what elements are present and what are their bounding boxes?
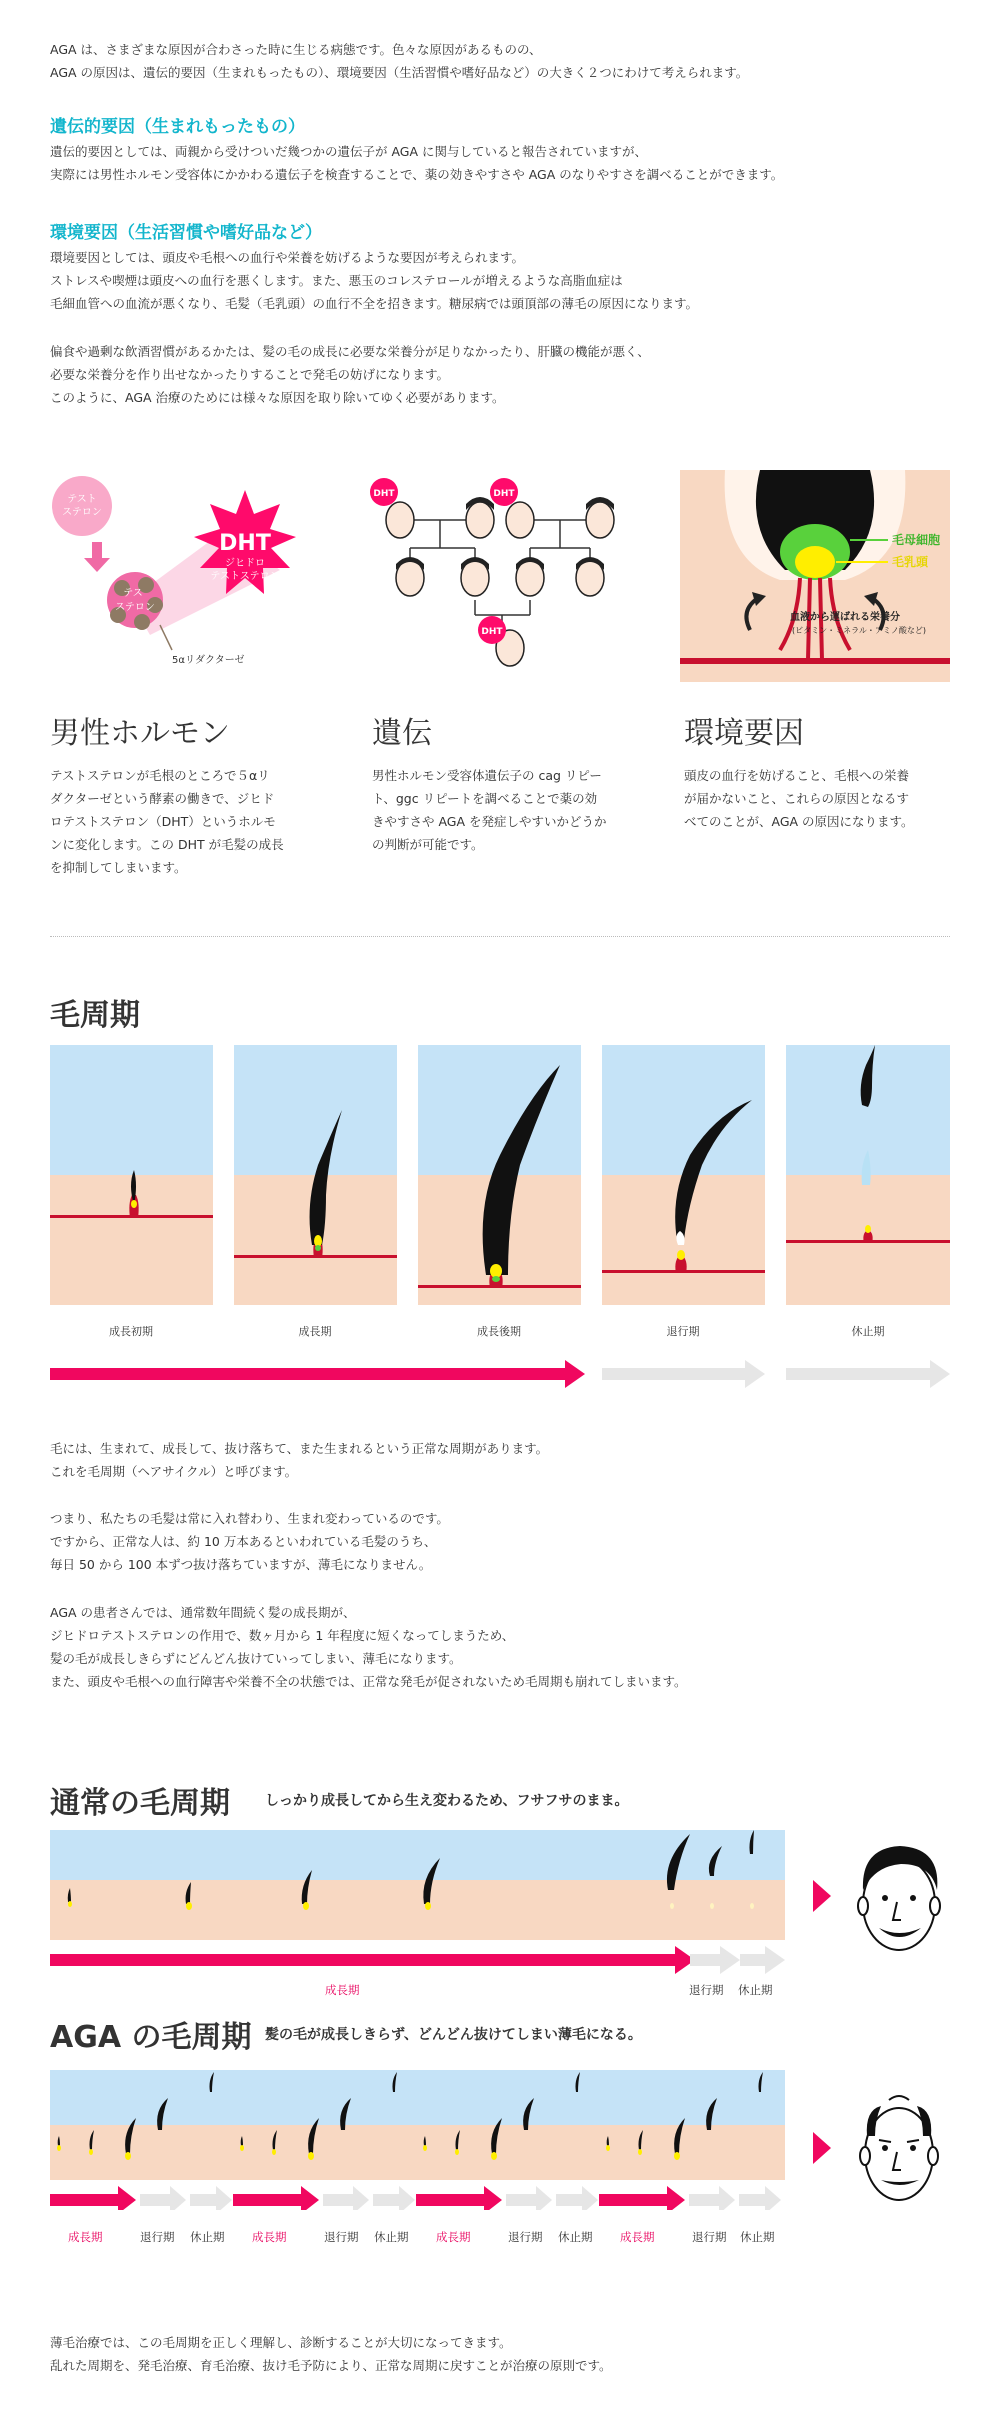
aga-label-regression-1: 退行期 [140, 2230, 175, 2244]
cycle-title: 毛周期 [50, 998, 140, 1033]
normal-label-growth: 成長期 [325, 1983, 360, 1997]
intro-paragraph: AGA は、さまざまな原因が合わさった時に生じる病態です。色々な原因があるものの、 AGA の原因は、遺伝的要因（生まれもったもの）、環境要因（生活習慣や嗜好品など）の大きく２つにわけて考えられます。 [50, 42, 749, 80]
stage-label-4: 退行期 [666, 1325, 700, 1338]
stage-label-2: 成長期 [298, 1325, 332, 1338]
nutrient-sub-label: (ビタミン・ミネラル・アミノ酸など) [792, 626, 927, 635]
cause-text-environment: 頭皮の血行を妨げること、毛根への栄養 が届かないこと、これらの原因となるす べてのことが、AGA の原因になります。 [684, 768, 914, 829]
normal-label-rest: 休止期 [738, 1983, 773, 1997]
dht-label: DHT [219, 531, 271, 556]
testosterone-label-2: ステロン [62, 507, 102, 518]
dht-sub-1: ジヒドロ [225, 558, 265, 569]
aga-label-regression-4: 退行期 [692, 2230, 727, 2244]
cause-title-hormone: 男性ホルモン [50, 716, 230, 751]
aga-label-rest-4: 休止期 [740, 2230, 775, 2244]
cycle-paragraph-3: AGA の患者さんでは、通常数年間続く髪の成長期が、 ジヒドロテストステロンの作用で、数ヶ月から 1 年程度に短くなってしまうため、 髪の毛が成長しきらずにどんどん抜けていってしまい、薄毛になります。 また、頭皮や毛根への血行障害や栄養不全の状態では、正常な発毛が促されないため毛周期も崩れてしまいます。 [50, 1605, 687, 1689]
stage-panel-5 [786, 1045, 950, 1305]
cause-text-hormone: テストステロンが毛根のところで５αリ ダクターゼという酵素の働きで、ジヒド ロテストステロン（DHT）というホルモ ンに変化します。この DHT が毛髪の成長 を抑制してしまいます。 [50, 768, 284, 875]
cycle-stages-figure [50, 1045, 950, 1395]
aga-label-growth-2: 成長期 [252, 2230, 287, 2244]
normal-face-figure [805, 1830, 950, 1975]
aga-label-rest-3: 休止期 [558, 2230, 593, 2244]
env-paragraph-2: 偏食や過剰な飲酒習慣があるかたは、髪の毛の成長に必要な栄養分が足りなかったり、肝臓の機能が悪く、 必要な栄養分を作り出せなかったりすることで発毛の妨げになります。 このように、AGA 治療のためには様々な原因を取り除いてゆく必要があります。 [50, 344, 650, 405]
cause-title-environment: 環境要因 [684, 716, 804, 751]
stage-label-5: 休止期 [851, 1325, 885, 1338]
dht-badge-3: DHT [481, 627, 503, 637]
cycle-paragraph-2: つまり、私たちの毛髪は常に入れ替わり、生まれ変わっているのです。 ですから、正常な人は、約 10 万本あるといわれている毛髪のうち、 毎日 50 から 100 本ずつ抜け落ちていますが、薄毛になりません。 [50, 1511, 449, 1572]
aga-cycle-title: AGA の毛周期 [50, 2020, 252, 2055]
environment-figure [680, 470, 950, 682]
normal-cycle-subtitle: しっかり成長してから生え変わるため、フサフサのまま。 [265, 1793, 629, 1809]
papilla-label: 毛乳頭 [892, 555, 929, 569]
env-paragraph: 環境要因としては、頭皮や毛根への血行や栄養を妨げるような要因が考えられます。 ストレスや喫煙は頭皮への血行を悪くします。また、悪玉のコレステロールが増えるような高脂血症は 毛細血管への血流が悪くなり、毛髪（毛乳頭）の血行不全を招きます。糖尿病では頭頂部の薄毛の原因になります。 [50, 250, 699, 311]
aga-cycle-figure [50, 2070, 785, 2210]
inner-label-1: テス [123, 588, 143, 599]
stage-panel-1 [50, 1045, 213, 1305]
heredity-figure [370, 470, 630, 685]
normal-label-regression: 退行期 [689, 1983, 724, 1997]
aga-label-regression-3: 退行期 [508, 2230, 543, 2244]
aga-label-rest-2: 休止期 [374, 2230, 409, 2244]
env-heading: 環境要因（生活習慣や嗜好品など） [50, 223, 322, 243]
outro-paragraph: 薄毛治療では、この毛周期を正しく理解し、診断することが大切になってきます。 乱れた周期を、発毛治療、育毛治療、抜け毛予防により、正常な周期に戻すことが治療の原則です。 [50, 2335, 612, 2373]
cause-title-heredity: 遺伝 [372, 716, 432, 751]
inner-label-2: ステロン [115, 602, 155, 613]
aga-label-rest-1: 休止期 [190, 2230, 225, 2244]
stage-panel-4 [602, 1045, 765, 1305]
genetic-heading: 遺伝的要因（生まれもったもの） [50, 117, 305, 137]
testosterone-label-1: テスト [67, 494, 97, 505]
stage-panel-2 [234, 1045, 397, 1305]
section-divider [50, 936, 950, 937]
enzyme-label: 5αリダクターゼ [172, 655, 245, 666]
aga-cycle-subtitle: 髪の毛が成長しきらず、どんどん抜けてしまい薄毛になる。 [265, 2027, 642, 2043]
cycle-paragraph-1: 毛には、生まれて、成長して、抜け落ちて、また生まれるという正常な周期があります。 これを毛周期（ヘアサイクル）と呼びます。 [50, 1441, 549, 1479]
aga-label-growth-3: 成長期 [436, 2230, 471, 2244]
normal-cycle-figure [50, 1830, 785, 1990]
stage-panel-3 [418, 1045, 581, 1305]
stage-label-1: 成長初期 [109, 1325, 153, 1338]
normal-cycle-title: 通常の毛周期 [50, 1786, 230, 1821]
dht-badge-2: DHT [493, 489, 515, 499]
dht-sub-2: テストステロン [210, 571, 280, 582]
dht-badge-1: DHT [373, 489, 395, 499]
aga-label-growth-1: 成長期 [68, 2230, 103, 2244]
aga-label-regression-2: 退行期 [324, 2230, 359, 2244]
genetic-paragraph: 遺伝的要因としては、両親から受けついだ幾つかの遺伝子が AGA に関与していると報告されていますが、 実際には男性ホルモン受容体にかかわる遺伝子を検査することで、薬の効きやすさや AGA のなりやすさを調べることができます。 [50, 144, 784, 182]
aga-label-growth-4: 成長期 [620, 2230, 655, 2244]
matrix-label: 毛母細胞 [892, 533, 941, 547]
aga-face-figure [805, 2080, 950, 2225]
nutrient-label: 血液から運ばれる栄養分 [790, 612, 900, 623]
hormone-figure [50, 470, 320, 680]
stage-label-3: 成長後期 [477, 1325, 521, 1338]
cause-text-heredity: 男性ホルモン受容体遺伝子の cag リピー ト、ggc リピートを調べることで薬の効 きやすさや AGA を発症しやすいかどうか の判断が可能です。 [372, 768, 607, 852]
